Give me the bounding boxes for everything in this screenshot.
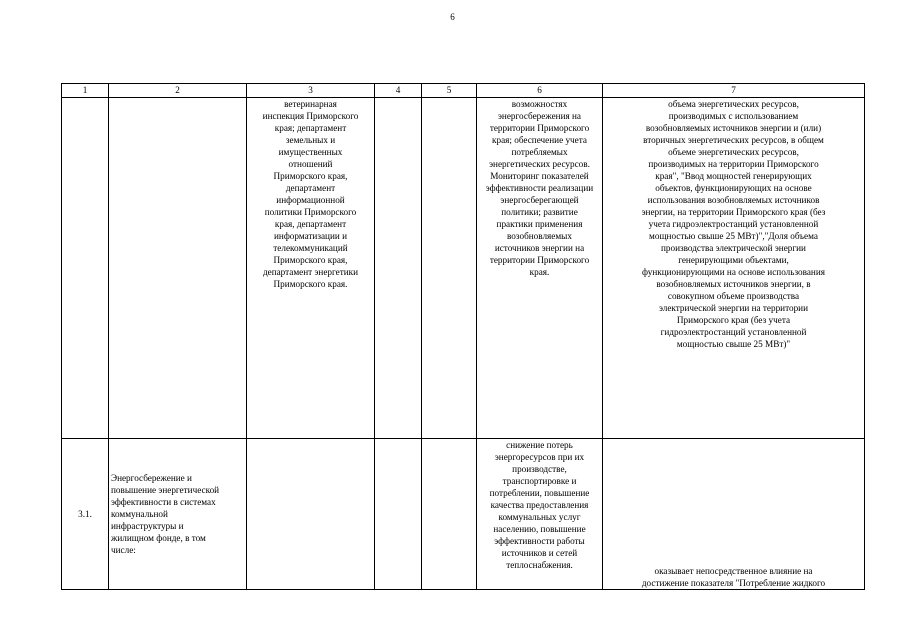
cell-results: [477, 439, 603, 590]
executors-text: ветеринарная инспекция Приморского края; департамент земельных и имущественных отношений Приморского края, департамент информационной политики Приморского края, департамент информатизации и телекоммуникаций Приморского края, департамент энергетики Приморского края.: [262, 99, 359, 289]
table-row: [62, 98, 865, 439]
cell-indicators: [603, 98, 865, 439]
cell-col5: [422, 439, 477, 590]
cell-col4: [375, 439, 422, 590]
cell-col4: [375, 98, 422, 439]
cell-number: [62, 439, 109, 590]
header-cell-1: 1: [62, 84, 109, 98]
page-number: 6: [450, 12, 455, 22]
cell-executors: [247, 98, 375, 439]
indicators-text: оказывает непосредственное влияние на достижение показателя "Потребление жидкого: [641, 566, 826, 588]
header-cell-2: 2: [109, 84, 247, 98]
header-cell-7: 7: [603, 84, 865, 98]
results-text: возможностях энергосбережения на территории Приморского края; обеспечение учета потребляемых энергетических ресурсов. Мониторинг показателей эффективности реализации энергосберегающей политики; развитие практики применения возобновляемых источников энергии на территории Приморского края.: [485, 99, 594, 277]
header-row: [62, 84, 865, 98]
cell-results: [477, 98, 603, 439]
item-name: Энергосбережение и повышение энергетической эффективности в системах коммунальной инфраструктуры и жилищном фонде, в том числе:: [111, 473, 220, 555]
header-cell-4: 4: [375, 84, 422, 98]
cell-name: [109, 98, 247, 439]
cell-indicators: [603, 439, 865, 590]
table-row: [62, 439, 865, 590]
data-table: [61, 83, 865, 590]
header-cell-5: 5: [422, 84, 477, 98]
cell-executors: [247, 439, 375, 590]
item-number: 3.1.: [78, 509, 92, 519]
results-text: снижение потерь энергоресурсов при их производстве, транспортировке и потреблении, повышение качества предоставления коммунальных услуг населению, повышение эффективности работы источников и сетей теплоснабжения.: [489, 440, 590, 570]
header-cell-3: 3: [247, 84, 375, 98]
cell-col5: [422, 98, 477, 439]
cell-name: [109, 439, 247, 590]
header-cell-6: 6: [477, 84, 603, 98]
indicators-text: объема энергетических ресурсов, производимых с использованием возобновляемых источников энергии и (или) вторичных энергетических ресурсов, в общем объеме энергетических ресурсов, производимых на территории Приморского края", "Ввод мощностей генерирующих объектов, функционирующих на основе использования возобновляемых источников энергии, на территории Приморского края (без учета гидроэлектростанций установленной мощностью свыше 25 МВт)","Доля объема производства электрической энергии генерирующими объектами, функционирующими на основе использования возобновляемых источников энергии, в совокупном объеме производства электрической энергии на территории Приморского края (без учета гидроэлектростанций установленной мощностью свыше 25 МВт)": [641, 99, 826, 349]
cell-number: [62, 98, 109, 439]
